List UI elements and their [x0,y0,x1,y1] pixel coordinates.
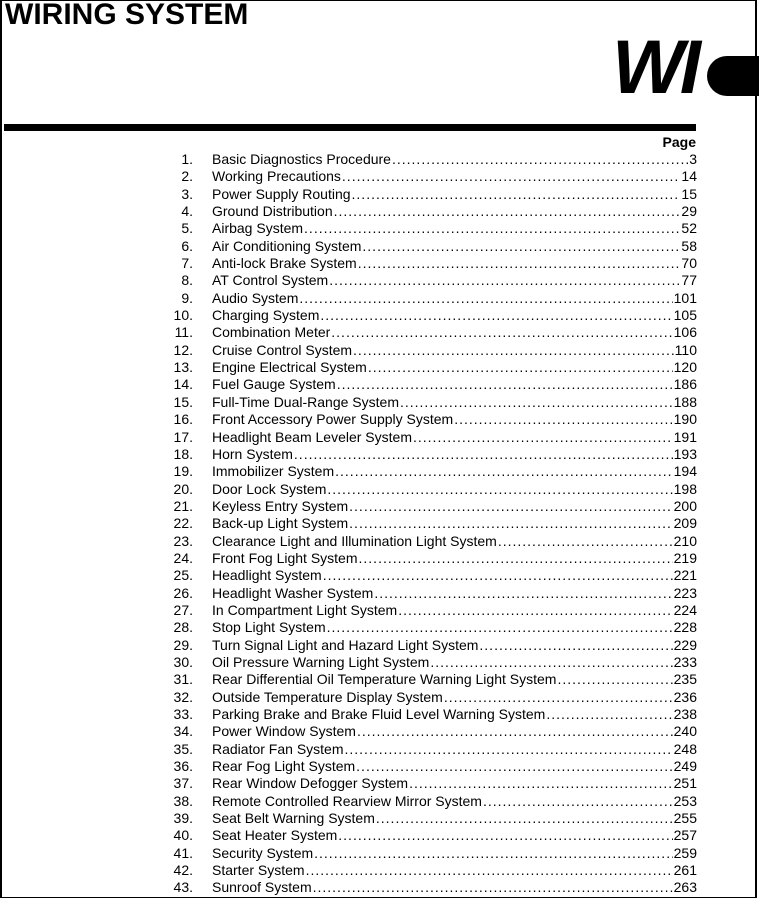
toc-entry-page: 186 [673,376,697,393]
toc-entry-number: 36. [173,758,193,775]
toc-entry-page: 261 [673,862,697,879]
toc-dot-leader [342,168,681,185]
toc-entry-page: 233 [673,653,697,670]
toc-entry[interactable] [150,654,697,671]
toc-entry-title: Starter System [212,862,305,879]
toc-entry-number: 43. [173,879,193,896]
toc-entry-title: AT Control System [212,272,329,289]
toc-entry-title: Door Lock System [212,480,327,497]
toc-entry-page: 263 [673,879,697,896]
toc-dot-leader [294,446,673,463]
toc-entry-title: Anti-lock Brake System [212,255,357,272]
toc-entry-number: 8. [181,272,193,289]
toc-entry-page: 238 [673,706,697,722]
toc-dot-leader [349,515,672,532]
toc-entry-title: Combination Meter [212,324,331,341]
toc-entry[interactable] [150,272,697,289]
toc-dot-leader [331,324,672,341]
toc-dot-leader [392,151,688,168]
toc-dot-leader [329,272,680,289]
toc-dot-leader [357,723,673,740]
toc-entry-page: 15 [681,185,697,202]
toc-dot-leader [314,845,673,862]
toc-entry-page: 77 [681,272,697,289]
toc-entry[interactable] [150,429,697,446]
toc-entry[interactable] [150,168,697,185]
toc-entry-number: 19. [173,463,193,480]
toc-entry-page: 210 [673,532,697,549]
toc-entry-page: 228 [673,619,697,636]
toc-entry[interactable] [150,498,697,515]
toc-entry[interactable] [150,411,697,428]
toc-entry[interactable] [150,186,697,203]
toc-dot-leader [359,550,673,567]
toc-entry-title: Engine Electrical System [212,359,367,376]
toc-entry[interactable] [150,879,697,896]
toc-entry-page: 223 [673,584,697,601]
toc-entry-title: Front Fog Light System [212,549,358,566]
toc-entry[interactable] [150,758,697,775]
toc-entry[interactable] [150,376,697,393]
toc-entry-number: 14. [173,376,193,393]
toc-dot-leader [400,394,673,411]
toc-entry-title: Back-up Light System [212,515,349,532]
toc-entry-number: 23. [173,532,193,549]
toc-entry-title: Airbag System [212,220,304,237]
toc-entry-number: 26. [173,584,193,601]
toc-dot-leader [306,862,673,879]
toc-entry-number: 27. [173,601,193,618]
toc-entry[interactable] [150,515,697,532]
toc-entry-title: Rear Fog Light System [212,758,356,775]
toc-entry-number: 35. [173,740,193,757]
toc-entry-page: 29 [681,203,697,220]
toc-entry[interactable] [150,741,697,758]
toc-entry-title: Oil Pressure Warning Light System [212,653,430,670]
toc-entry-number: 18. [173,445,193,462]
toc-entry-page: 251 [673,775,697,792]
toc-entry-number: 17. [173,428,193,445]
toc-entry[interactable] [150,550,697,567]
toc-dot-leader [356,758,672,775]
toc-entry[interactable] [150,203,697,220]
toc-entry-page: 257 [673,827,697,844]
toc-entry-page: 110 [674,341,697,358]
toc-entry-number: 33. [173,706,193,722]
toc-entry[interactable] [150,706,697,723]
toc-entry-number: 16. [173,411,193,428]
toc-entry-number: 9. [181,289,193,306]
toc-entry-title: Clearance Light and Illumination Light System [212,532,497,549]
toc-entry-title: Rear Differential Oil Temperature Warning Light System [212,671,557,688]
toc-entry-page: 253 [673,792,697,809]
toc-entry[interactable] [150,689,697,706]
toc-entry-page: 190 [673,411,697,428]
toc-dot-leader [479,637,672,654]
toc-dot-leader [345,741,673,758]
toc-entry[interactable] [150,463,697,480]
toc-entry-title: Ground Distribution [212,203,333,220]
toc-entry-page: 105 [673,307,697,324]
toc-entry-page: 101 [673,289,697,306]
toc-entry-title: Horn System [212,445,293,462]
toc-entry-number: 24. [173,549,193,566]
toc-entry-title: Air Conditioning System [212,237,362,254]
toc-entry-title: Basic Diagnostics Procedure [212,151,391,167]
toc-entry[interactable] [150,619,697,636]
toc-entry-page: 236 [673,688,697,705]
toc-entry-number: 40. [173,827,193,844]
toc-dot-leader [358,255,681,272]
toc-entry[interactable] [150,533,697,550]
toc-dot-leader [323,567,673,584]
toc-entry-number: 21. [173,497,193,514]
toc-entry-title: Cruise Control System [212,341,353,358]
toc-dot-leader [349,498,672,515]
toc-entry[interactable] [150,862,697,879]
toc-entry-title: Fuel Gauge System [212,376,336,393]
toc-entry-page: 52 [681,220,697,237]
toc-dot-leader [413,429,673,446]
toc-entry-number: 12. [173,341,193,358]
toc-entry-title: Security System [212,844,314,861]
toc-entry[interactable] [150,637,697,654]
toc-entry-number: 20. [173,480,193,497]
toc-entry[interactable] [150,290,697,307]
toc-entry-title: Charging System [212,307,320,324]
toc-entry-page: 58 [681,237,697,254]
toc-entry-number: 42. [173,862,193,879]
toc-entry[interactable] [150,324,697,341]
toc-entry-page: 249 [673,758,697,775]
toc-entry-page: 188 [673,393,697,410]
toc-dot-leader [557,671,672,688]
header-rule [4,124,696,131]
toc-entry-number: 29. [173,636,193,653]
toc-entry-title: Power Supply Routing [212,185,351,202]
toc-entry-title: Remote Controlled Rearview Mirror System [212,792,482,809]
toc-entry-title: Turn Signal Light and Hazard Light System [212,636,479,653]
toc-entry-number: 38. [173,792,193,809]
toc-entry-title: Rear Window Defogger System [212,775,409,792]
toc-entry-number: 7. [181,255,193,272]
page-title: WIRING SYSTEM [5,0,249,31]
toc-entry-page: 120 [673,359,697,376]
toc-dot-leader [454,411,672,428]
toc-entry[interactable] [150,602,697,619]
toc-entry-number: 25. [173,567,193,584]
toc-dot-leader [338,827,672,844]
toc-entry-number: 15. [173,393,193,410]
toc-entry-number: 3. [181,185,193,202]
toc-entry-title: Radiator Fan System [212,740,344,757]
toc-entry-title: Working Precautions [212,168,341,185]
toc-entry-page: 221 [673,567,697,584]
toc-dot-leader [352,186,681,203]
toc-entry-number: 41. [173,844,193,861]
toc-entry[interactable] [150,827,697,844]
toc-dot-leader [353,342,674,359]
toc-entry-number: 28. [173,619,193,636]
toc-entry-title: In Compartment Light System [212,601,398,618]
toc-entry-title: Parking Brake and Brake Fluid Level Warning System [212,706,546,722]
toc-entry-number: 30. [173,653,193,670]
toc-entry-page: 191 [673,428,697,445]
toc-dot-leader [313,879,673,896]
toc-entry-number: 11. [174,324,193,341]
table-of-contents [150,151,697,897]
toc-dot-leader [546,706,672,723]
toc-entry-number: 4. [181,203,193,220]
toc-entry-page: 106 [673,324,697,341]
toc-dot-leader [430,654,672,671]
toc-entry-number: 1. [181,151,193,167]
toc-entry-page: 14 [681,168,697,185]
toc-dot-leader [335,463,673,480]
toc-dot-leader [304,220,680,237]
toc-entry-title: Outside Temperature Display System [212,688,443,705]
toc-dot-leader [320,307,672,324]
toc-entry-page: 70 [681,255,697,272]
page-column-heading: Page [662,134,696,150]
toc-entry[interactable] [150,845,697,862]
toc-entry-title: Sunroof System [212,879,312,896]
section-code: WI [612,25,697,110]
toc-entry-page: 240 [673,723,697,740]
toc-dot-leader [409,775,673,792]
toc-entry-number: 22. [173,515,193,532]
toc-dot-leader [374,585,672,602]
toc-entry-page: 229 [673,636,697,653]
toc-dot-leader [368,359,673,376]
toc-entry-page: 3 [689,151,697,167]
toc-entry-page: 259 [673,844,697,861]
toc-entry-title: Front Accessory Power Supply System [212,411,454,428]
toc-entry-title: Full-Time Dual-Range System [212,393,399,410]
toc-entry[interactable] [150,255,697,272]
toc-entry[interactable] [150,775,697,792]
toc-entry-title: Power Window System [212,723,356,740]
toc-entry[interactable] [150,723,697,740]
toc-entry-number: 6. [181,237,193,254]
toc-entry-page: 193 [673,445,697,462]
toc-dot-leader [334,203,681,220]
toc-dot-leader [376,810,673,827]
toc-dot-leader [398,602,672,619]
toc-entry-number: 37. [173,775,193,792]
toc-entry[interactable] [150,567,697,584]
toc-entry-title: Headlight Washer System [212,584,374,601]
toc-entry-page: 209 [673,515,697,532]
toc-entry-number: 32. [173,688,193,705]
toc-entry-page: 248 [673,740,697,757]
toc-entry-number: 5. [181,220,193,237]
toc-entry[interactable] [150,151,697,168]
toc-entry-title: Seat Heater System [212,827,338,844]
toc-entry-title: Audio System [212,289,299,306]
toc-entry-title: Seat Belt Warning System [212,810,375,827]
toc-entry-number: 13. [173,359,193,376]
toc-entry-page: 198 [673,480,697,497]
toc-dot-leader [483,793,673,810]
toc-entry-page: 200 [673,497,697,514]
toc-entry-page: 194 [673,463,697,480]
toc-dot-leader [327,481,672,498]
toc-entry[interactable] [150,585,697,602]
toc-entry-number: 34. [173,723,193,740]
toc-entry[interactable] [150,220,697,237]
toc-entry[interactable] [150,671,697,688]
toc-entry[interactable] [150,793,697,810]
toc-dot-leader [362,238,680,255]
toc-entry-number: 31. [173,671,193,688]
toc-dot-leader [444,689,673,706]
toc-entry-number: 2. [181,168,193,185]
section-tab-marker [707,56,759,96]
toc-entry[interactable] [150,238,697,255]
toc-dot-leader [327,619,673,636]
toc-entry-title: Immobilizer System [212,463,335,480]
toc-entry-number: 10. [173,307,193,324]
toc-entry-title: Headlight System [212,567,322,584]
toc-entry-title: Keyless Entry System [212,497,349,514]
toc-dot-leader [337,376,673,393]
toc-dot-leader [299,290,672,307]
toc-entry-page: 219 [673,549,697,566]
toc-entry-title: Headlight Beam Leveler System [212,428,412,445]
toc-entry-page: 255 [673,810,697,827]
toc-entry[interactable] [150,481,697,498]
toc-entry[interactable] [150,446,697,463]
toc-entry-title: Stop Light System [212,619,326,636]
toc-entry[interactable] [150,342,697,359]
toc-entry-number: 39. [173,810,193,827]
toc-entry[interactable] [150,359,697,376]
toc-entry[interactable] [150,810,697,827]
toc-entry[interactable] [150,307,697,324]
toc-entry-page: 235 [673,671,697,688]
toc-entry-page: 224 [673,601,697,618]
toc-dot-leader [498,533,673,550]
toc-entry[interactable] [150,394,697,411]
